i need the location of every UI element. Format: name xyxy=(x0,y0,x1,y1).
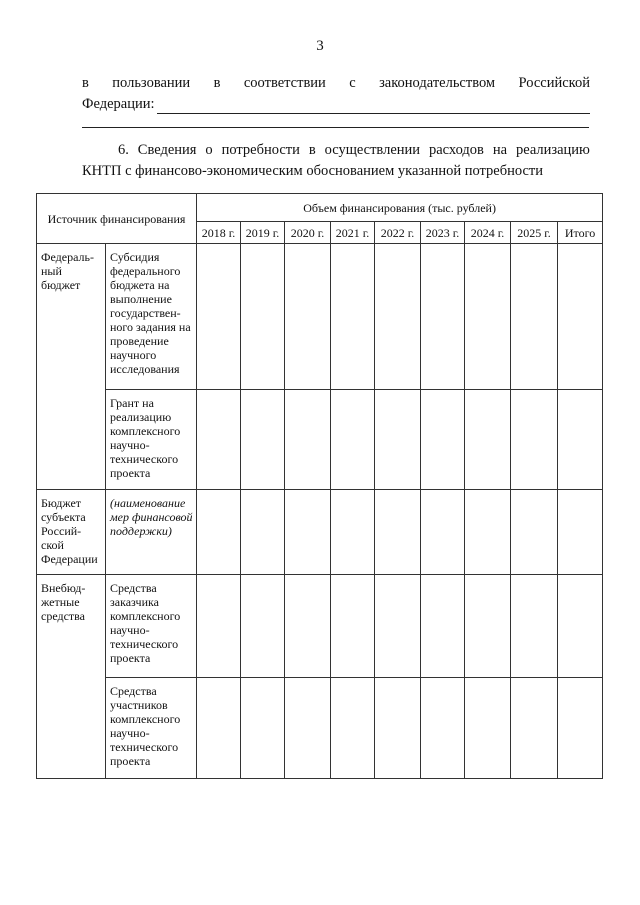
amount-cell[interactable] xyxy=(197,244,241,390)
total-cell[interactable] xyxy=(558,490,603,574)
intro-word: законодательством xyxy=(379,75,496,91)
amount-cell[interactable] xyxy=(421,490,465,574)
table-row xyxy=(37,574,603,678)
amount-cell[interactable] xyxy=(465,389,511,490)
amount-cell[interactable] xyxy=(331,389,375,490)
header-volume: Объем финансирования (тыс. рублей) xyxy=(197,194,603,222)
amount-cell[interactable] xyxy=(465,678,511,779)
heading-word: осуществлении xyxy=(324,142,421,158)
amount-cell[interactable] xyxy=(375,244,421,390)
amount-cell[interactable] xyxy=(285,678,331,779)
table-row xyxy=(37,389,603,490)
amount-cell[interactable] xyxy=(241,490,285,574)
intro-line-2 xyxy=(82,94,590,114)
item-grant: Грант на реализацию комплексного научно-технического проекта xyxy=(106,389,197,490)
total-cell[interactable] xyxy=(558,244,603,390)
amount-cell[interactable] xyxy=(241,244,285,390)
intro-word: Российской xyxy=(518,75,590,91)
amount-cell[interactable] xyxy=(197,678,241,779)
amount-cell[interactable] xyxy=(285,490,331,574)
amount-cell[interactable] xyxy=(375,389,421,490)
amount-cell[interactable] xyxy=(511,574,558,678)
amount-cell[interactable] xyxy=(511,244,558,390)
group-extra-budgetary: Внебюд-жетные средства xyxy=(37,574,106,778)
item-subsidy: Субсидия федерального бюджета на выполнение государствен-ного задания на проведение научного исследования xyxy=(106,244,197,390)
amount-cell[interactable] xyxy=(197,490,241,574)
amount-cell[interactable] xyxy=(465,244,511,390)
total-header: Итого xyxy=(558,222,603,244)
table-row xyxy=(37,678,603,779)
amount-cell[interactable] xyxy=(241,678,285,779)
amount-cell[interactable] xyxy=(375,490,421,574)
section-heading xyxy=(82,140,590,182)
amount-cell[interactable] xyxy=(421,244,465,390)
heading-word: потребности xyxy=(221,142,300,158)
amount-cell[interactable] xyxy=(331,574,375,678)
heading-word: о xyxy=(205,142,213,158)
item-support-measures: (наименование мер финансовой поддержки) xyxy=(106,490,197,574)
amount-cell[interactable] xyxy=(421,678,465,779)
intro-word: в xyxy=(213,75,221,91)
amount-cell[interactable] xyxy=(421,574,465,678)
amount-cell[interactable] xyxy=(197,574,241,678)
amount-cell[interactable] xyxy=(197,389,241,490)
amount-cell[interactable] xyxy=(331,490,375,574)
table-row xyxy=(37,244,603,390)
amount-cell[interactable] xyxy=(511,678,558,779)
total-cell[interactable] xyxy=(558,574,603,678)
intro-word: в xyxy=(82,75,89,91)
intro-word: пользовании xyxy=(112,75,191,91)
amount-cell[interactable] xyxy=(465,574,511,678)
amount-cell[interactable] xyxy=(375,574,421,678)
amount-cell[interactable] xyxy=(285,574,331,678)
amount-cell[interactable] xyxy=(421,389,465,490)
amount-cell[interactable] xyxy=(285,389,331,490)
section-heading-line-1 xyxy=(82,140,590,161)
fill-in-blank-line[interactable] xyxy=(157,98,590,114)
amount-cell[interactable] xyxy=(465,490,511,574)
heading-word: 6. xyxy=(118,142,129,158)
financing-table xyxy=(36,193,603,779)
year-header: 2019 г. xyxy=(241,222,285,244)
amount-cell[interactable] xyxy=(511,490,558,574)
heading-word: Сведения xyxy=(137,142,197,158)
year-header: 2024 г. xyxy=(465,222,511,244)
amount-cell[interactable] xyxy=(285,244,331,390)
amount-cell[interactable] xyxy=(511,389,558,490)
section-heading-line-2: КНТП с финансово-экономическим обоснованием указанной потребности xyxy=(82,163,544,179)
year-header: 2018 г. xyxy=(197,222,241,244)
group-federal-budget: Федераль-ный бюджет xyxy=(37,244,106,490)
intro-word: с xyxy=(349,75,356,91)
total-cell[interactable] xyxy=(558,389,603,490)
item-customer-funds: Средства заказчика комплексного научно-технического проекта xyxy=(106,574,197,678)
intro-line-1 xyxy=(82,73,590,93)
table-row xyxy=(37,490,603,574)
year-header: 2022 г. xyxy=(375,222,421,244)
amount-cell[interactable] xyxy=(241,389,285,490)
amount-cell[interactable] xyxy=(331,244,375,390)
group-regional-budget: Бюджет субъекта Россий-ской Федерации xyxy=(37,490,106,574)
heading-word: на xyxy=(492,142,508,158)
amount-cell[interactable] xyxy=(375,678,421,779)
heading-word: в xyxy=(308,142,316,158)
year-header: 2021 г. xyxy=(331,222,375,244)
heading-word: расходов xyxy=(428,142,484,158)
item-participants-funds: Средства участников комплексного научно-технического проекта xyxy=(106,678,197,779)
total-cell[interactable] xyxy=(558,678,603,779)
page-number: 3 xyxy=(316,38,324,54)
amount-cell[interactable] xyxy=(241,574,285,678)
intro-federation-label: Федерации: xyxy=(82,96,155,112)
fill-in-blank-line-full[interactable] xyxy=(82,127,589,128)
intro-word: соответствии xyxy=(243,75,326,91)
header-source: Источник финансирования xyxy=(37,194,197,244)
year-header: 2023 г. xyxy=(421,222,465,244)
year-header: 2020 г. xyxy=(285,222,331,244)
amount-cell[interactable] xyxy=(331,678,375,779)
heading-word: реализацию xyxy=(515,142,590,158)
year-header: 2025 г. xyxy=(511,222,558,244)
